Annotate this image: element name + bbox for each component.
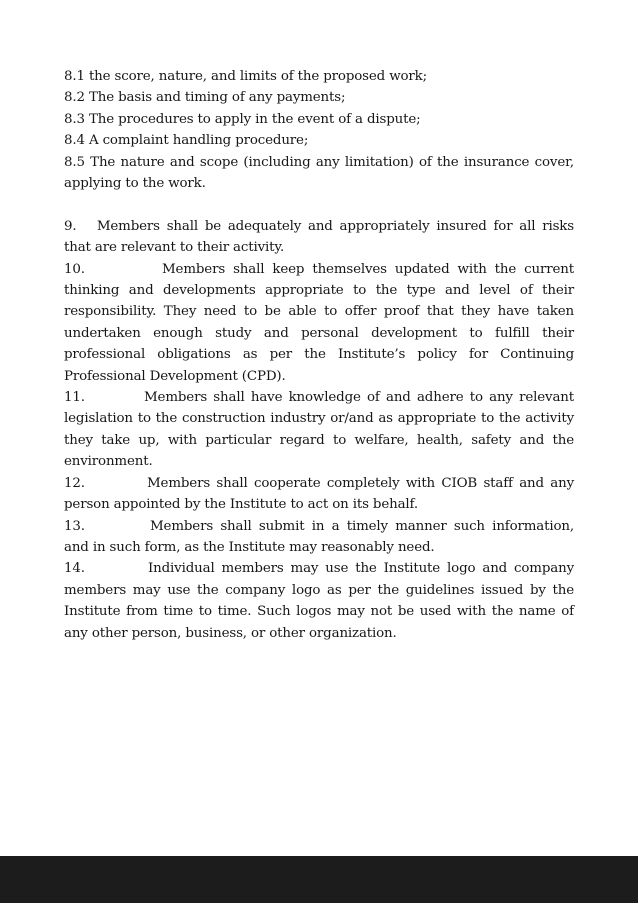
clause-11 (64, 387, 574, 473)
clause-text: Individual members may use the Institute logo and company members may use the company logo as per the guidelines issued by the Institute from time to time. Such logos may not be used with the name of any other person, business, or other organization. (64, 561, 574, 641)
clause-number: 11. (64, 390, 85, 406)
list-item-8-4: 8.4 A complaint handling procedure; (64, 133, 309, 149)
paragraph-gap (64, 194, 574, 215)
list-item-8-5: 8.5 The nature and scope (including any limitation) of the insurance cover, applying to the work. (64, 154, 574, 192)
clause-number: 13. (64, 518, 85, 534)
footer-bar (0, 856, 638, 903)
clause-10 (64, 259, 574, 387)
clause-14 (64, 558, 574, 644)
clause-number: 14. (64, 561, 85, 577)
clause-text: Members shall be adequately and appropriately insured for all risks that are relevant to their activity. (64, 218, 574, 256)
list-item-8-2: 8.2 The basis and timing of any payments; (64, 90, 346, 106)
list-item-8-1: 8.1 the score, nature, and limits of the proposed work; (64, 69, 428, 84)
clause-text: Members shall keep themselves updated with the current thinking and developments appropriate to the type and level of their responsibility. They need to be able to offer proof that they have taken undertaken enough study and personal development to fulfill their professional obligations as per the Institute’s policy for Continuing Professional Development (CPD). (64, 261, 574, 384)
clause-9 (64, 216, 574, 259)
document-body (64, 66, 574, 644)
clause-text: Members shall cooperate completely with CIOB staff and any person appointed by the Institute to act on its behalf. (64, 475, 574, 513)
clause-text: Members shall submit in a timely manner such information, and in such form, as the Institute may reasonably need. (64, 518, 574, 555)
clause-12 (64, 473, 574, 516)
list-item-8-3: 8.3 The procedures to apply in the event of a dispute; (64, 111, 421, 127)
clause-number: 9. (64, 218, 77, 234)
clause-13 (64, 516, 574, 559)
clause-number: 10. (64, 261, 85, 277)
clause-text: Members shall have knowledge of and adhere to any relevant legislation to the construction industry or/and as appropriate to the activity they take up, with particular regard to welfare, health, safety and the environment. (64, 390, 574, 470)
clause-number: 12. (64, 475, 85, 491)
